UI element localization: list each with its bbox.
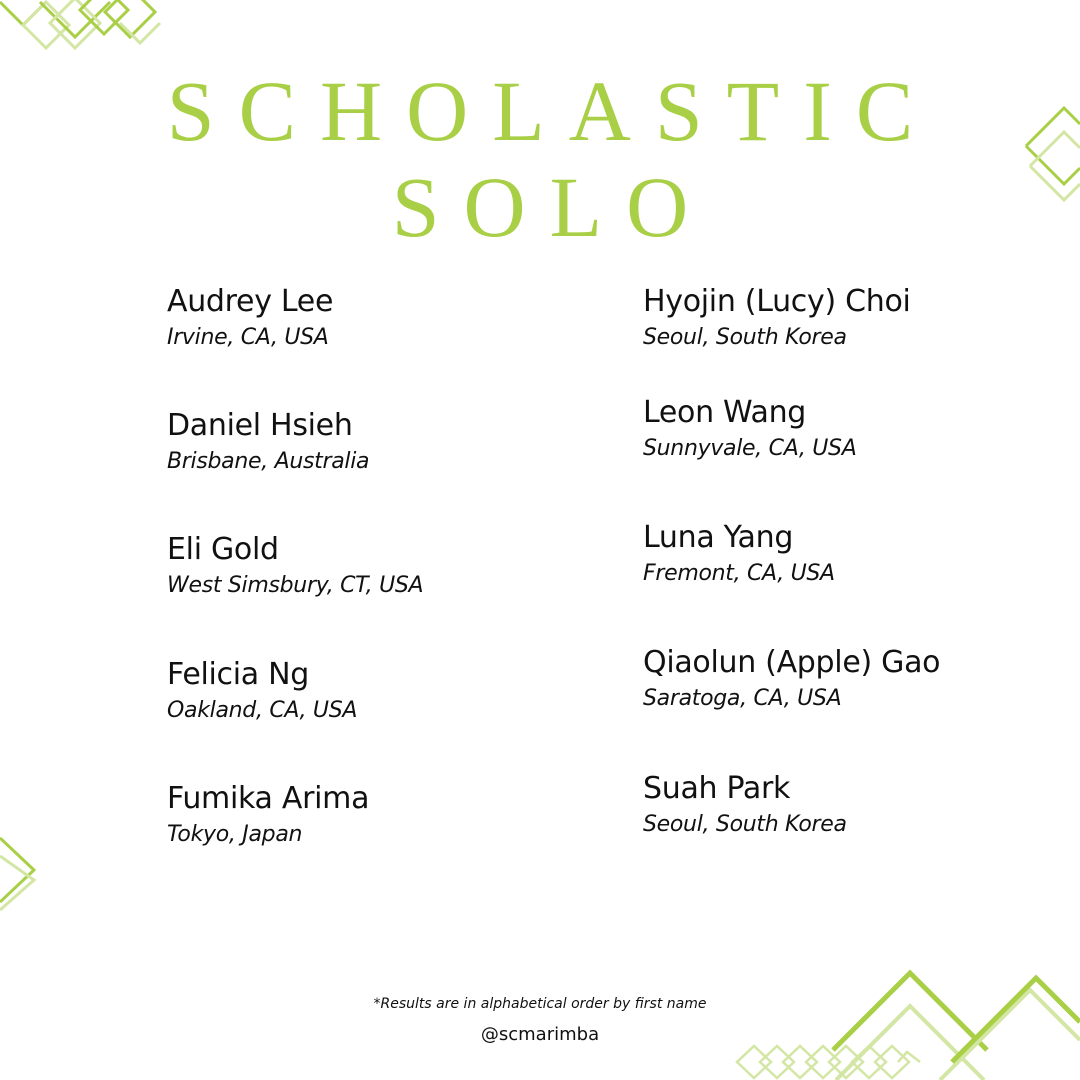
list-item [167, 532, 423, 600]
participant-name: Luna Yang [643, 520, 794, 555]
social-handle: @scmarimba [480, 1024, 600, 1045]
participant-location: Oakland, CA, USA [167, 698, 358, 723]
list-item [167, 781, 369, 849]
footnote: *Results are in alphabetical order by first name [373, 996, 707, 1012]
participant-location: Fremont, CA, USA [643, 561, 835, 586]
participant-name: Suah Park [643, 771, 791, 806]
participant-location: Tokyo, Japan [167, 822, 303, 847]
participant-location: West Simsbury, CT, USA [167, 573, 424, 598]
list-item [643, 771, 847, 839]
participant-name: Fumika Arima [167, 781, 370, 816]
participant-name: Daniel Hsieh [167, 408, 353, 443]
list-item [167, 657, 357, 725]
participant-location: Brisbane, Australia [167, 449, 370, 474]
participant-location: Saratoga, CA, USA [643, 686, 842, 711]
participant-location: Sunnyvale, CA, USA [643, 436, 857, 461]
page-title-line-2: SOLO [391, 159, 713, 255]
list-item [643, 395, 856, 463]
list-item [643, 520, 835, 588]
participant-name: Qiaolun (Apple) Gao [643, 645, 941, 680]
list-item [167, 284, 333, 352]
participant-name: Eli Gold [167, 532, 279, 567]
participant-location: Irvine, CA, USA [167, 325, 329, 350]
participant-name: Leon Wang [643, 395, 807, 430]
list-item [643, 284, 911, 352]
list-item [643, 645, 940, 713]
list-item [167, 408, 369, 476]
participant-name: Felicia Ng [167, 657, 309, 692]
participant-name: Hyojin (Lucy) Choi [643, 284, 911, 319]
participant-location: Seoul, South Korea [643, 812, 847, 837]
participant-name: Audrey Lee [167, 284, 334, 319]
participant-location: Seoul, South Korea [643, 325, 847, 350]
page-title-line-1: SCHOLASTIC [166, 63, 938, 159]
